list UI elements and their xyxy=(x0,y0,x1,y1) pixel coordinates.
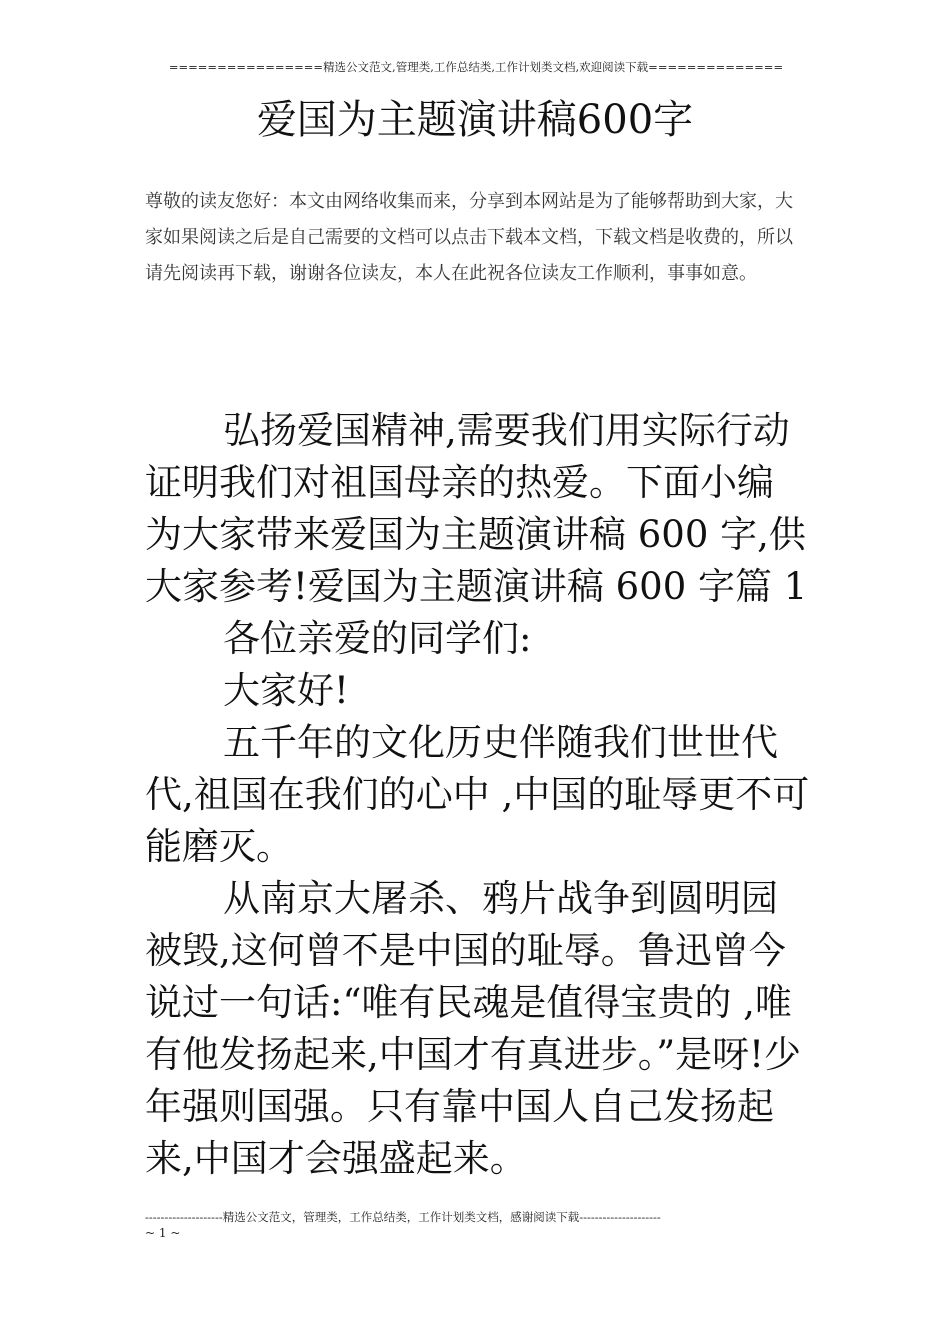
paragraph: 从南京大屠杀、鸦片战争到圆明园被毁,这何曾不是中国的耻辱。鲁迅曾今说过一句话:“唯有民魂是值得宝贵的 ,唯有他发扬起来,中国才有真进步。”是呀!少年强则国强。只有靠中国人自己发扬起来,中国才会强盛起来。 xyxy=(145,877,802,1180)
footer-banner: --------------------精选公文范文，管理类，工作总结类，工作计划类文档，感谢阅读下载--------------------- xyxy=(145,1210,661,1224)
page-number: ~ 1 ~ xyxy=(145,1226,181,1240)
document-body xyxy=(145,405,810,1185)
paragraph: 各位亲爱的同学们: xyxy=(223,617,532,660)
header-banner: ================精选公文范文,管理类,工作总结类,工作计划类文档,欢迎阅读下载============== xyxy=(168,60,784,74)
reader-notice: 尊敬的读友您好：本文由网络收集而来，分享到本网站是为了能够帮助到大家，大家如果阅读之后是自己需要的文档可以点击下载本文档，下载文档是收费的，所以请先阅读再下载，谢谢各位读友，本人在此祝各位读友工作顺利，事事如意。 xyxy=(145,191,793,284)
paragraph: 五千年的文化历史伴随我们世世代代,祖国在我们的心中 ,中国的耻辱更不可能磨灭。 xyxy=(145,721,810,868)
paragraph: 弘扬爱国精神,需要我们用实际行动证明我们对祖国母亲的热爱。下面小编为大家带来爱国为主题演讲稿 600 字,供大家参考!爱国为主题演讲稿 600 字篇 1 xyxy=(145,409,808,608)
document-title: 爱国为主题演讲稿600字 xyxy=(256,97,694,143)
paragraph: 大家好! xyxy=(223,669,349,712)
